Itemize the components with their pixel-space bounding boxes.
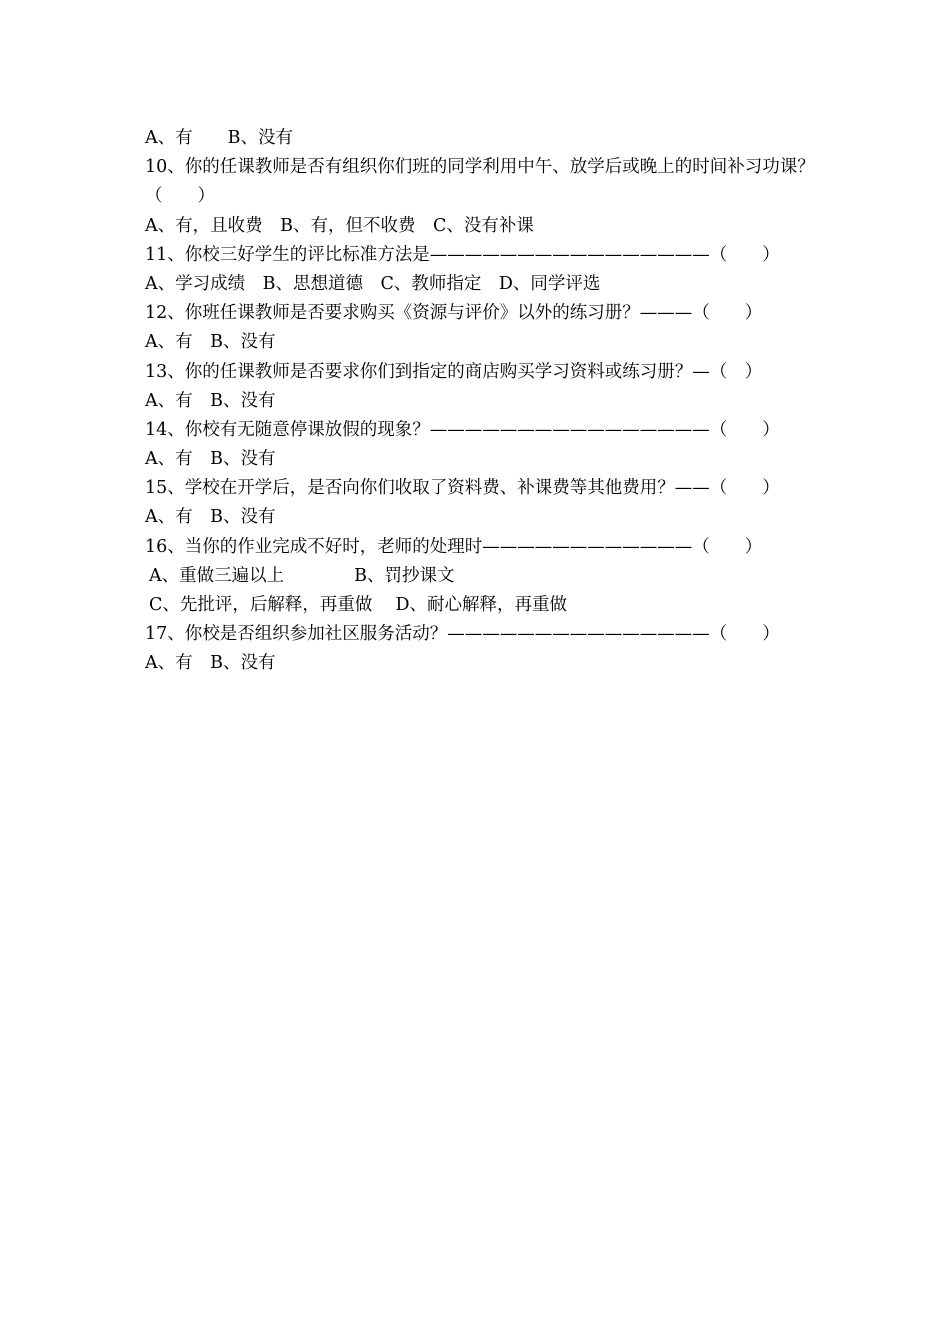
q9-options: A、有 B、没有 [145,128,293,148]
q13-options: A、有 B、没有 [145,390,276,411]
q16-options-cd: C、先批评，后解释，再重做 D、耐心解释，再重做 [149,595,567,616]
q11-options: A、学习成绩 B、思想道德 C、教师指定 D、同学评选 [145,273,601,294]
q14-options: A、有 B、没有 [145,449,276,470]
q10-options: A、有，且收费 B、有，但不收费 C、没有补课 [145,215,534,236]
q16-question: 16、当你的作业完成不好时，老师的处理时————————————（ ） [145,536,763,557]
q15-options: A、有 B、没有 [145,507,276,528]
questionnaire-body [145,124,815,679]
q17-options: A、有 B、没有 [145,653,276,674]
q13-question: 13、你的任课教师是否要求你们到指定的商店购买学习资料或练习册？—（ ） [145,361,763,382]
q10-question: 10、你的任课教师是否有组织你们班的同学利用中午、放学后或晚上的时间补习功课？（ ） [145,157,815,207]
q15-question: 15、学校在开学后，是否向你们收取了资料费、补课费等其他费用？——（ ） [145,478,780,499]
q17-question: 17、你校是否组织参加社区服务活动？———————————————（ ） [145,624,780,645]
q12-question: 12、你班任课教师是否要求购买《资源与评价》以外的练习册？———（ ） [145,303,763,324]
q11-question: 11、你校三好学生的评比标准方法是————————————————（ ） [145,244,780,265]
q16-options-ab: A、重做三遍以上 B、罚抄课文 [149,565,455,586]
q14-question: 14、你校有无随意停课放假的现象？————————————————（ ） [145,419,780,440]
q12-options: A、有 B、没有 [145,332,276,353]
